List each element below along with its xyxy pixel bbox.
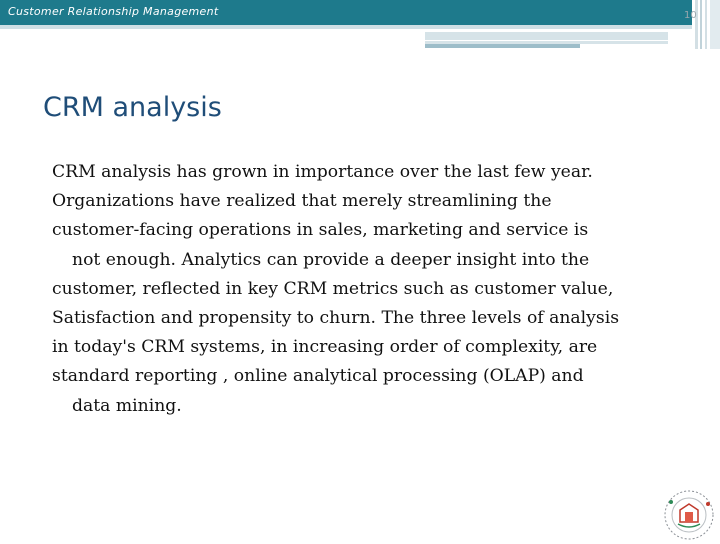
body-line: Organizations have realized that merely streamlining the <box>52 191 552 212</box>
slide-body <box>52 158 692 421</box>
slide-title: CRM analysis <box>43 92 222 123</box>
header-underline <box>0 25 692 29</box>
body-line: standard reporting , online analytical processing (OLAP) and <box>52 366 584 387</box>
page-number: 10 <box>684 10 697 21</box>
body-line: data mining. <box>72 395 182 416</box>
header-stripe-divider <box>425 40 668 41</box>
body-line: not enough. Analytics can provide a deeper insight into the <box>72 249 590 270</box>
right-edge-bar <box>705 0 707 49</box>
body-line: in today's CRM systems, in increasing order of complexity, are <box>52 337 598 358</box>
header-stripe-accent <box>425 44 580 48</box>
header-title: Customer Relationship Management <box>8 5 219 18</box>
right-edge-bar <box>695 0 698 49</box>
header-bar <box>0 0 692 25</box>
right-edge-bar <box>700 0 702 49</box>
body-line: customer-facing operations in sales, marketing and service is <box>52 220 589 241</box>
university-seal-icon <box>656 484 718 540</box>
right-edge-bar <box>710 0 720 49</box>
body-line: CRM analysis has grown in importance over the last few year. <box>52 162 593 182</box>
body-line: customer, reflected in key CRM metrics such as customer value, <box>52 278 614 299</box>
body-line: Satisfaction and propensity to churn. The three levels of analysis <box>52 308 620 329</box>
header-stripe <box>425 32 668 44</box>
